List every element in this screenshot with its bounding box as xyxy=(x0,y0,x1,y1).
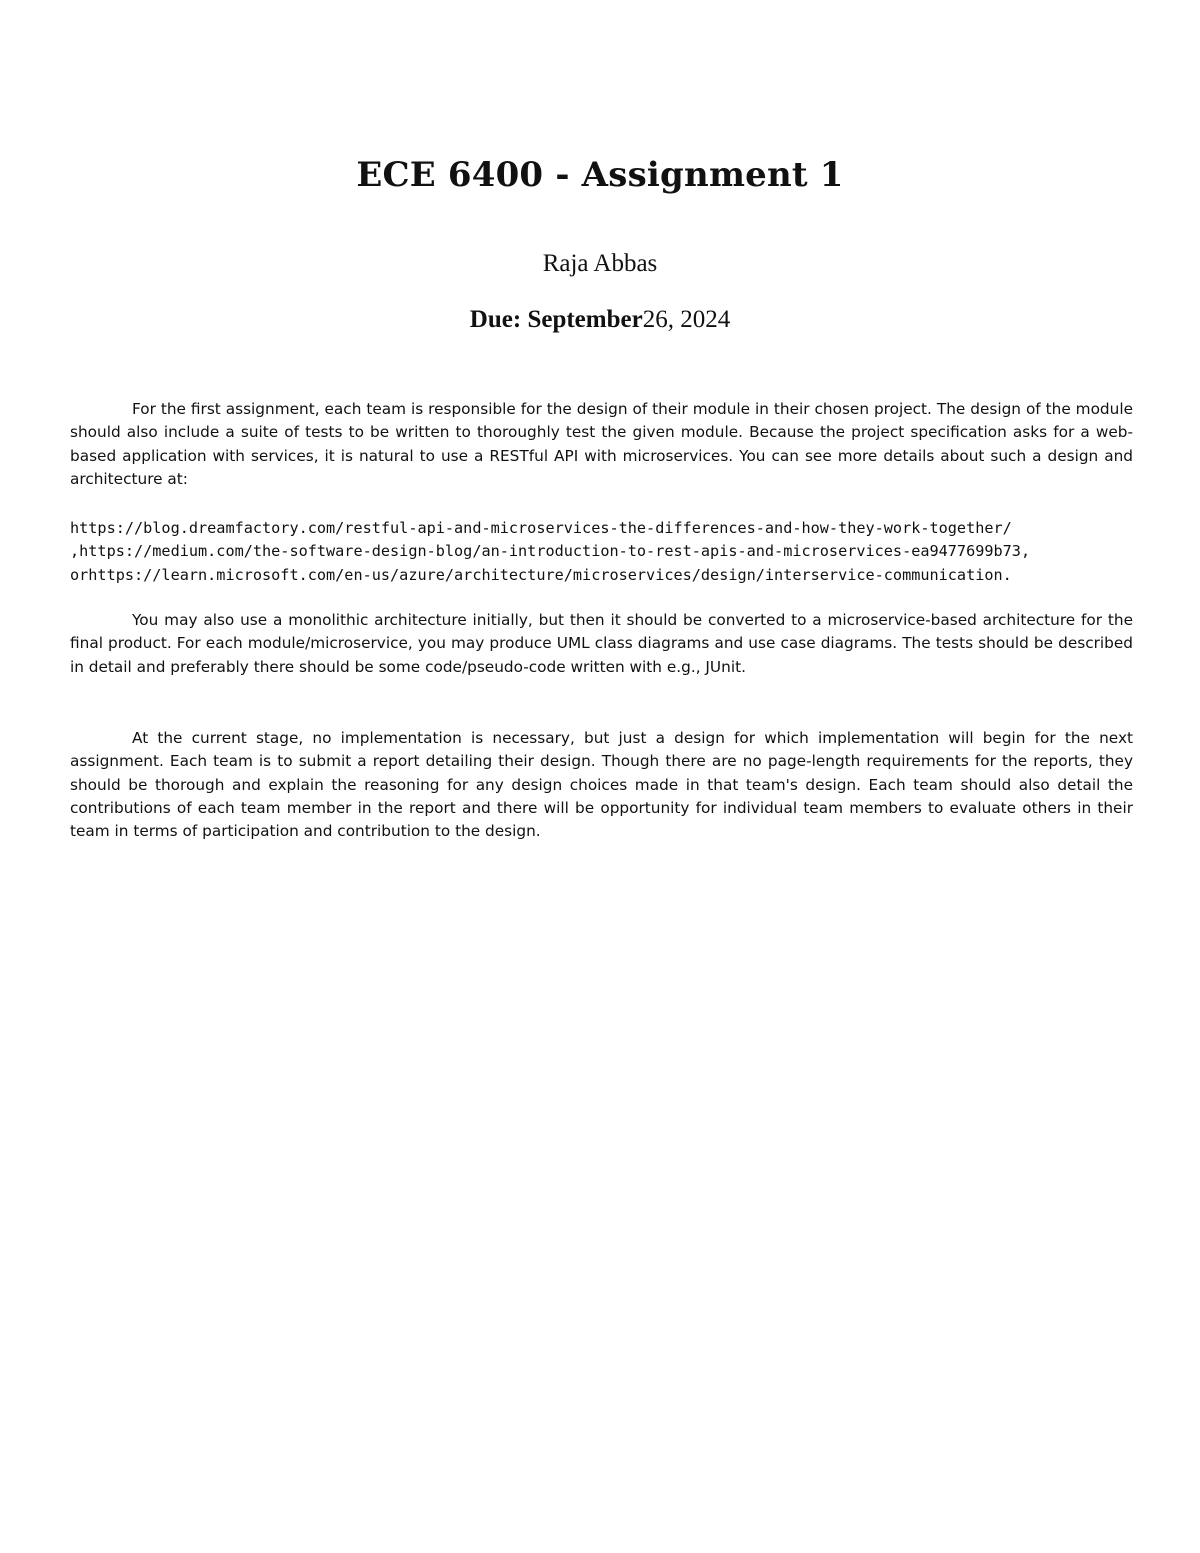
paragraph-deliverables: At the current stage, no implementation is necessary, but just a design for which implementation will begin for the next assignment. Each team is to submit a report detailing their design. Though there are no page-length requirements for the reports, they should be thorough and explain the reasoning for any design choices made in that team's design. Each team should also detail the contributions of each team member in the report and there will be opportunity for individual team members to evaluate others in their team in terms of participation and contribution to the design. xyxy=(70,729,1133,841)
author-name: Raja Abbas xyxy=(542,250,658,277)
document-title: ECE 6400 - Assignment 1 xyxy=(356,155,844,195)
reference-links xyxy=(70,517,1170,587)
link-medium[interactable]: ,https://medium.com/the-software-design-blog/an-introduction-to-rest-apis-and-microservices-ea9477699b73, xyxy=(70,542,1031,561)
link-microsoft-learn[interactable]: orhttps://learn.microsoft.com/en-us/azure/architecture/microservices/design/interservice-communication. xyxy=(70,565,1012,584)
link-dreamfactory[interactable]: https://blog.dreamfactory.com/restful-api-and-microservices-the-differences-and-how-they-work-together/ xyxy=(70,519,1012,537)
paragraph-architecture: You may also use a monolithic architecture initially, but then it should be converted to a microservice-based architecture for the final product. For each module/microservice, you may produce UML class diagrams and use case diagrams. The tests should be described in detail and preferably there should be some code/pseudo-code written with e.g., JUnit. xyxy=(70,611,1133,676)
due-day-year: 26, 2024 xyxy=(642,306,731,333)
paragraph-intro: For the first assignment, each team is responsible for the design of their module in their chosen project. The design of the module should also include a suite of tests to be written to thoroughly test the given module. Because the project specification asks for a web-based application with services, it is natural to use a RESTful API with microservices. You can see more details about such a design and architecture at: xyxy=(70,400,1133,488)
due-date xyxy=(0,306,1200,334)
due-label: Due: xyxy=(469,306,522,333)
due-month: September xyxy=(527,306,643,333)
